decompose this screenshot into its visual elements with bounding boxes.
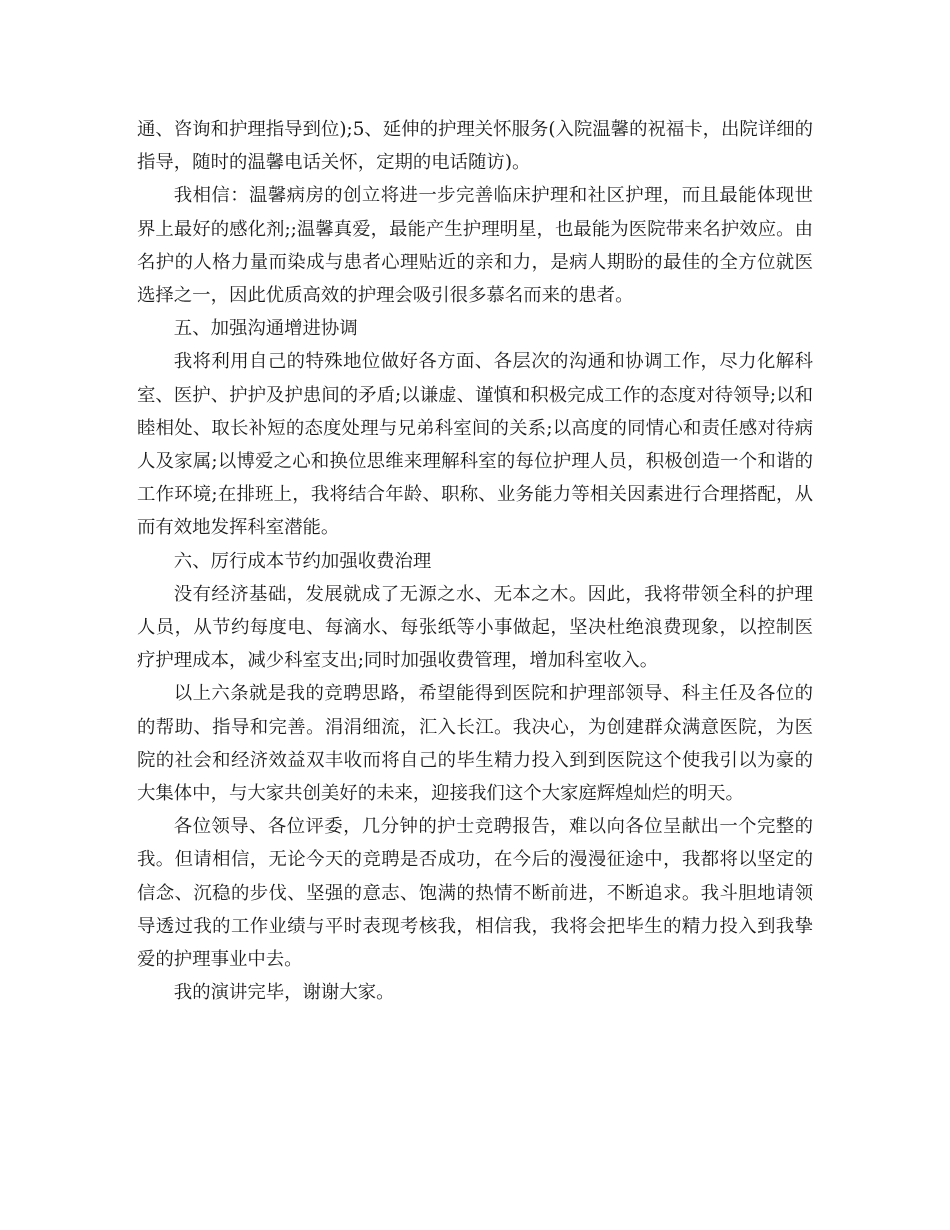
document-body [137,113,813,1009]
paragraph-summary: 以上六条就是我的竞聘思路，希望能得到医院和护理部领导、科主任及各位的的帮助、指导和完善。涓涓细流，汇入长江。我决心，为创建群众满意医院，为医院的社会和经济效益双丰收而将自己的毕生精力投入到到医院这个使我引以为豪的大集体中，与大家共创美好的未来，迎接我们这个大家庭辉煌灿烂的明天。 [137,683,813,805]
paragraph-belief: 我相信：温馨病房的创立将进一步完善临床护理和社区护理，而且最能体现世界上最好的感化剂;;温馨真爱，最能产生护理明星，也最能为医院带来名护效应。由名护的人格力量而染成与患者心理贴近的亲和力，是病人期盼的最佳的全方位就医选择之一，因此优质高效的护理会吸引很多慕名而来的患者。 [137,185,813,307]
section-heading-five: 五、加强沟通增进协调 [173,318,358,340]
paragraph-continuation: 通、咨询和护理指导到位);5、延伸的护理关怀服务(入院温馨的祝福卡，出院详细的指导，随时的温馨电话关怀，定期的电话随访)。 [137,119,813,174]
paragraph-communication: 我将利用自己的特殊地位做好各方面、各层次的沟通和协调工作，尽力化解科室、医护、护护及护患间的矛盾;以谦虚、谨慎和积极完成工作的态度对待领导;以和睦相处、取长补短的态度处理与兄弟科室间的关系;以高度的同情心和责任感对待病人及家属;以博爱之心和换位思维来理解科室的每位护理人员，积极创造一个和谐的工作环境;在排班上，我将结合年龄、职称、业务能力等相关因素进行合理搭配，从而有效地发挥科室潜能。 [137,351,813,539]
paragraph-cost-saving: 没有经济基础，发展就成了无源之水、无本之木。因此，我将带领全科的护理人员，从节约每度电、每滴水、每张纸等小事做起，坚决杜绝浪费现象，以控制医疗护理成本，减少科室支出;同时加强收费管理，增加科室收入。 [137,583,813,672]
paragraph-closing: 我的演讲完毕，谢谢大家。 [173,982,395,1004]
paragraph-appeal: 各位领导、各位评委，几分钟的护士竞聘报告，难以向各位呈献出一个完整的我。但请相信，无论今天的竞聘是否成功，在今后的漫漫征途中，我都将以坚定的信念、沉稳的步伐、坚强的意志、饱满的热情不断前进，不断追求。我斗胆地请领导透过我的工作业绩与平时表现考核我，相信我，我将会把毕生的精力投入到我挚爱的护理事业中去。 [137,816,813,971]
section-heading-six: 六、厉行成本节约加强收费治理 [173,550,432,572]
